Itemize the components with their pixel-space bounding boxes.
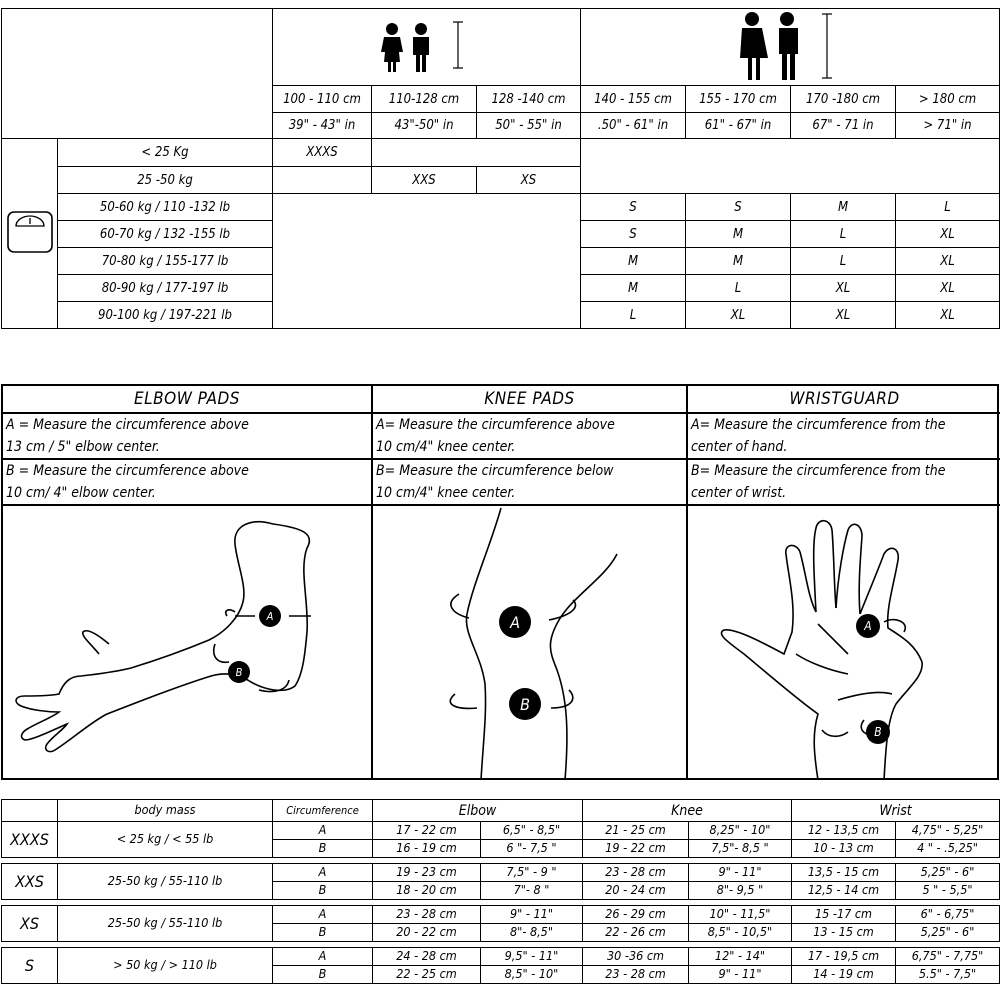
- measurement-cell: 23 - 28 cm: [583, 864, 689, 882]
- measurement-cell: 12,5 - 14 cm: [792, 882, 896, 900]
- measurement-cell: B: [273, 840, 373, 858]
- height-cm: 155 - 170 cm: [686, 86, 791, 113]
- height-cm: 110-128 cm: [372, 86, 477, 113]
- wrist-diagram: [688, 504, 1000, 778]
- table-row: [2, 822, 1000, 840]
- measurement-cell: 8,5" - 10": [481, 966, 583, 984]
- kids-figures-icon: [372, 18, 482, 74]
- height-in: 50" - 55" in: [477, 113, 581, 139]
- size-value: XL: [896, 302, 1000, 329]
- empty-cell: [581, 139, 1000, 194]
- height-in: 61" - 67" in: [686, 113, 791, 139]
- table-row: [2, 948, 1000, 966]
- size-value: XL: [686, 302, 791, 329]
- elbow-diagram: [3, 504, 371, 778]
- body-mass-value: < 25 kg / < 55 lb: [58, 822, 273, 858]
- weight-label: 25 -50 kg: [58, 167, 273, 194]
- size-value: L: [791, 221, 896, 248]
- empty-cell: [273, 194, 581, 329]
- instruction-line: A = Measure the circumference above: [6, 417, 249, 433]
- size-value: M: [791, 194, 896, 221]
- measurement-cell: 5,25" - 6": [896, 864, 1000, 882]
- weight-label: 50-60 kg / 110 -132 lb: [58, 194, 273, 221]
- measurement-cell: 13 - 15 cm: [792, 924, 896, 942]
- height-in: 43"-50" in: [372, 113, 477, 139]
- knee-diagram: [373, 504, 686, 778]
- instruction-a: [3, 414, 371, 460]
- table-row: [2, 906, 1000, 924]
- blank-corner: [2, 800, 58, 822]
- marker-label: A: [864, 619, 872, 633]
- scale-cell: [2, 139, 58, 329]
- height-in: 67" - 71 in: [791, 113, 896, 139]
- instruction-line: center of wrist.: [691, 485, 787, 501]
- size-value: XXXS: [273, 139, 372, 167]
- size-value: M: [581, 275, 686, 302]
- measurement-cell: 22 - 26 cm: [583, 924, 689, 942]
- body-mass-value: 25-50 kg / 55-110 lb: [58, 864, 273, 900]
- instruction-a: [373, 414, 686, 460]
- size-value: L: [791, 248, 896, 275]
- measurement-cell: 20 - 24 cm: [583, 882, 689, 900]
- height-cm: 140 - 155 cm: [581, 86, 686, 113]
- size-chart-table: [1, 8, 1000, 329]
- measurement-cell: 6 "- 7,5 ": [481, 840, 583, 858]
- height-in: 39" - 43" in: [273, 113, 372, 139]
- marker-label: A: [510, 613, 520, 632]
- height-in: .50" - 61" in: [581, 113, 686, 139]
- measurement-cell: 8"- 9,5 ": [689, 882, 792, 900]
- size-label: S: [2, 948, 58, 984]
- body-mass-value: > 50 kg / > 110 lb: [58, 948, 273, 984]
- size-value: L: [686, 275, 791, 302]
- measurement-cell: 23 - 28 cm: [583, 966, 689, 984]
- measurement-cell: 10 - 13 cm: [792, 840, 896, 858]
- arm-illustration: [3, 504, 369, 780]
- measurement-cell: 19 - 23 cm: [373, 864, 481, 882]
- measurement-cell: A: [273, 948, 373, 966]
- measurement-cell: 9" - 11": [689, 966, 792, 984]
- measurement-cell: 24 - 28 cm: [373, 948, 481, 966]
- measurement-cell: 22 - 25 cm: [373, 966, 481, 984]
- body-mass-value: 25-50 kg / 55-110 lb: [58, 906, 273, 942]
- instruction-a: [688, 414, 1000, 460]
- height-cm: > 180 cm: [896, 86, 1000, 113]
- size-value: XXS: [372, 167, 477, 194]
- height-in: > 71" in: [896, 113, 1000, 139]
- instruction-b: [373, 460, 686, 506]
- measurement-cell: 4 " - .5,25": [896, 840, 1000, 858]
- height-cm: 170 -180 cm: [791, 86, 896, 113]
- weight-label: 90-100 kg / 197-221 lb: [58, 302, 273, 329]
- panel-title: WRISTGUARD: [688, 386, 1000, 414]
- instruction-line: 13 cm / 5" elbow center.: [6, 439, 160, 455]
- measurement-cell: 6,5" - 8,5": [481, 822, 583, 840]
- size-value: [273, 167, 372, 194]
- height-cm: 100 - 110 cm: [273, 86, 372, 113]
- measurement-cell: B: [273, 924, 373, 942]
- size-value: XS: [477, 167, 581, 194]
- marker-label: B: [874, 725, 882, 739]
- blank-corner: [2, 9, 273, 139]
- measurement-cell: A: [273, 864, 373, 882]
- measurement-cell: 13,5 - 15 cm: [792, 864, 896, 882]
- marker-label: B: [520, 695, 530, 714]
- measurement-cell: 7,5" - 9 ": [481, 864, 583, 882]
- size-value: XL: [896, 248, 1000, 275]
- leg-illustration: [373, 504, 684, 780]
- instruction-b: [3, 460, 371, 506]
- measurement-cell: 12 - 13,5 cm: [792, 822, 896, 840]
- instruction-line: B= Measure the circumference from the: [691, 463, 946, 479]
- measurement-cell: 23 - 28 cm: [373, 906, 481, 924]
- measurement-cell: 14 - 19 cm: [792, 966, 896, 984]
- size-value: XL: [791, 302, 896, 329]
- weight-label: 70-80 kg / 155-177 lb: [58, 248, 273, 275]
- weight-label: 80-90 kg / 177-197 lb: [58, 275, 273, 302]
- instruction-line: 10 cm/ 4" elbow center.: [6, 485, 156, 501]
- size-value: XL: [896, 221, 1000, 248]
- panel-title: KNEE PADS: [373, 386, 686, 414]
- measurement-cell: 16 - 19 cm: [373, 840, 481, 858]
- instruction-line: A= Measure the circumference above: [376, 417, 615, 433]
- measurement-cell: 21 - 25 cm: [583, 822, 689, 840]
- measurement-cell: 26 - 29 cm: [583, 906, 689, 924]
- adult-figures-icon: [735, 10, 845, 82]
- measurement-cell: 15 -17 cm: [792, 906, 896, 924]
- measurement-cell: B: [273, 882, 373, 900]
- measurement-cell: 9,5" - 11": [481, 948, 583, 966]
- hand-illustration: [688, 504, 999, 780]
- instruction-line: A= Measure the circumference from the: [691, 417, 946, 433]
- knee-panel: [373, 386, 688, 778]
- measurement-cell: B: [273, 966, 373, 984]
- measurement-cell: 6" - 6,75": [896, 906, 1000, 924]
- instruction-line: 10 cm/4" knee center.: [376, 439, 516, 455]
- pads-size-table: [1, 799, 1000, 984]
- measurement-cell: A: [273, 906, 373, 924]
- scale-icon: [6, 210, 54, 254]
- header-knee: Knee: [583, 800, 792, 822]
- measurement-cell: 8"- 8,5": [481, 924, 583, 942]
- measurement-cell: 30 -36 cm: [583, 948, 689, 966]
- measurement-cell: 19 - 22 cm: [583, 840, 689, 858]
- measurement-cell: 8,5" - 10,5": [689, 924, 792, 942]
- measurement-cell: 5.5" - 7,5": [896, 966, 1000, 984]
- measurement-cell: 5 " - 5,5": [896, 882, 1000, 900]
- measurement-cell: 4,75" - 5,25": [896, 822, 1000, 840]
- height-cm: 128 -140 cm: [477, 86, 581, 113]
- measurement-cell: 5,25" - 6": [896, 924, 1000, 942]
- instruction-line: 10 cm/4" knee center.: [376, 485, 516, 501]
- instruction-line: center of hand.: [691, 439, 788, 455]
- size-value: [372, 139, 581, 167]
- panel-title: ELBOW PADS: [3, 386, 371, 414]
- size-value: L: [581, 302, 686, 329]
- measurement-cell: A: [273, 822, 373, 840]
- measurement-cell: 9" - 11": [689, 864, 792, 882]
- measurement-cell: 10" - 11,5": [689, 906, 792, 924]
- marker-label: A: [266, 610, 274, 623]
- measurement-cell: 17 - 19,5 cm: [792, 948, 896, 966]
- size-label: XXXS: [2, 822, 58, 858]
- measurement-cell: 17 - 22 cm: [373, 822, 481, 840]
- weight-label: < 25 Kg: [58, 139, 273, 167]
- measurement-cell: 8,25" - 10": [689, 822, 792, 840]
- wrist-panel: [688, 386, 1000, 778]
- size-value: M: [686, 248, 791, 275]
- size-label: XS: [2, 906, 58, 942]
- measurement-cell: 12" - 14": [689, 948, 792, 966]
- elbow-panel: [3, 386, 373, 778]
- header-wrist: Wrist: [792, 800, 1000, 822]
- size-value: XL: [896, 275, 1000, 302]
- header-elbow: Elbow: [373, 800, 583, 822]
- size-value: S: [581, 221, 686, 248]
- size-value: M: [686, 221, 791, 248]
- adults-header: [581, 9, 1000, 86]
- table-row: [2, 864, 1000, 882]
- size-value: S: [686, 194, 791, 221]
- size-value: S: [581, 194, 686, 221]
- header-body-mass: body mass: [58, 800, 273, 822]
- measurement-cell: 7"- 8 ": [481, 882, 583, 900]
- kids-header: [273, 9, 581, 86]
- measurement-cell: 20 - 22 cm: [373, 924, 481, 942]
- instruction-line: B= Measure the circumference below: [376, 463, 614, 479]
- size-value: L: [896, 194, 1000, 221]
- size-value: XL: [791, 275, 896, 302]
- size-value: M: [581, 248, 686, 275]
- marker-label: B: [235, 666, 243, 679]
- measurement-cell: 18 - 20 cm: [373, 882, 481, 900]
- instruction-b: [688, 460, 1000, 506]
- instruction-line: B = Measure the circumference above: [6, 463, 249, 479]
- size-label: XXS: [2, 864, 58, 900]
- measurement-cell: 7,5"- 8,5 ": [689, 840, 792, 858]
- measurement-cell: 9" - 11": [481, 906, 583, 924]
- header-circumference: Circumference: [273, 800, 373, 822]
- measurement-guide: [1, 384, 999, 780]
- weight-label: 60-70 kg / 132 -155 lb: [58, 221, 273, 248]
- measurement-cell: 6,75" - 7,75": [896, 948, 1000, 966]
